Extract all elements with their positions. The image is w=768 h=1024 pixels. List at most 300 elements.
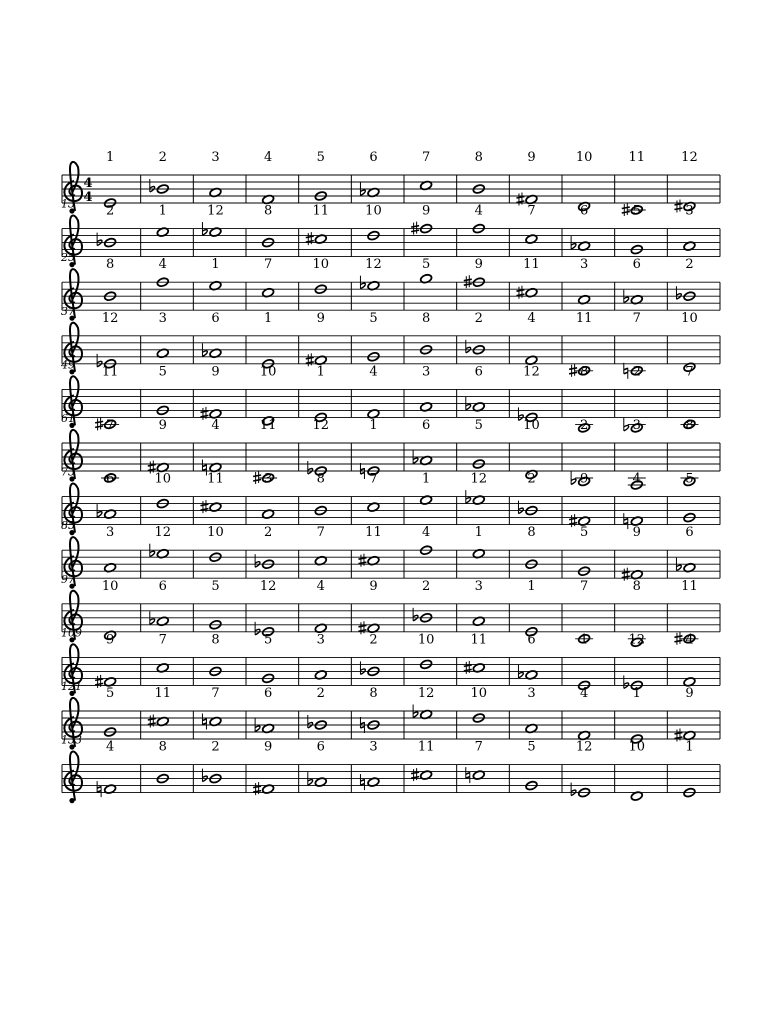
sharp-icon xyxy=(95,675,103,688)
measure xyxy=(413,418,457,471)
pitch-class-label: 2 xyxy=(421,578,431,594)
pitch-class-label: 8 xyxy=(474,150,483,165)
measure xyxy=(95,364,141,430)
pitch-class-label: 1 xyxy=(421,471,431,487)
sharp-icon xyxy=(411,768,419,781)
pitch-class-label: 7 xyxy=(474,739,483,755)
flat-icon xyxy=(466,340,471,353)
measure xyxy=(260,364,299,426)
measure xyxy=(630,204,667,257)
pitch-class-label: 6 xyxy=(685,525,694,541)
natural-icon xyxy=(202,714,206,730)
pitch-class-label: 1 xyxy=(685,739,694,755)
measure xyxy=(314,364,351,422)
measure xyxy=(622,525,668,581)
pitch-class-label: 3 xyxy=(369,739,378,755)
measure xyxy=(202,204,246,257)
natural-icon xyxy=(360,774,364,790)
measure-number: 73 xyxy=(61,465,75,479)
pitch-class-label: 11 xyxy=(207,471,224,487)
pitch-class-label: 5 xyxy=(421,257,431,273)
measure xyxy=(360,632,404,685)
measure xyxy=(156,311,193,364)
measure xyxy=(518,632,562,685)
sharp-icon xyxy=(358,621,366,634)
measure xyxy=(525,686,562,739)
sharp-icon xyxy=(358,554,366,567)
pitch-class-label: 3 xyxy=(158,310,167,326)
pitch-class-label: 7 xyxy=(369,471,378,487)
sharp-icon xyxy=(622,203,630,216)
pitch-class-label: 8 xyxy=(421,310,431,326)
measure xyxy=(360,686,404,739)
pitch-class-label: 6 xyxy=(579,203,589,219)
pitch-class-label: 2 xyxy=(579,418,589,433)
sharp-icon xyxy=(200,407,208,420)
measure xyxy=(676,525,720,578)
measure xyxy=(104,150,141,208)
pitch-class-label: 9 xyxy=(263,739,273,755)
pitch-class-label: 5 xyxy=(632,203,641,219)
flat-icon xyxy=(413,608,418,621)
measure xyxy=(418,632,457,685)
measure xyxy=(569,310,615,380)
measure-number: 25 xyxy=(61,251,75,265)
pitch-class-label: 1 xyxy=(579,632,589,648)
measure xyxy=(420,150,457,203)
measure xyxy=(472,150,509,203)
pitch-class-label: 3 xyxy=(527,686,536,701)
measure xyxy=(466,364,510,417)
sharp-icon xyxy=(306,232,314,245)
pitch-class-label: 11 xyxy=(259,418,277,433)
pitch-class-label: 6 xyxy=(211,310,220,326)
measure xyxy=(313,257,352,310)
pitch-class-label: 11 xyxy=(101,364,119,380)
pitch-class-label: 10 xyxy=(470,686,488,701)
flat-icon xyxy=(676,286,681,299)
pitch-class-label: 9 xyxy=(316,310,325,326)
pitch-class-label: 4 xyxy=(579,686,589,701)
measure xyxy=(367,311,404,364)
sharp-icon xyxy=(674,729,682,742)
pitch-class-label: 10 xyxy=(259,364,277,380)
pitch-class-label: 5 xyxy=(369,310,378,326)
pitch-class-label: 7 xyxy=(579,578,589,594)
pitch-class-label: 1 xyxy=(263,310,273,326)
measure xyxy=(314,579,351,634)
pitch-class-label: 11 xyxy=(523,257,540,273)
pitch-class-label: 2 xyxy=(211,739,220,755)
measure xyxy=(104,257,141,310)
pitch-class-label: 9 xyxy=(421,203,431,219)
measure xyxy=(360,740,404,793)
pitch-class-label: 5 xyxy=(316,150,325,165)
flat-icon xyxy=(150,179,155,192)
measure xyxy=(571,740,615,798)
sharp-icon xyxy=(464,661,472,674)
pitch-class-label: 3 xyxy=(474,578,483,594)
measure xyxy=(314,150,351,203)
flat-icon xyxy=(360,661,365,674)
flat-icon xyxy=(255,554,260,567)
measure xyxy=(681,311,720,373)
measure xyxy=(466,311,510,364)
measure xyxy=(148,686,194,739)
pitch-class-label: 2 xyxy=(527,471,536,487)
measure xyxy=(624,364,668,433)
pitch-class-label: 3 xyxy=(685,203,694,219)
pitch-class-label: 1 xyxy=(474,525,483,541)
pitch-class-label: 9 xyxy=(579,471,589,487)
measure xyxy=(420,257,457,310)
pitch-class-label: 2 xyxy=(105,203,115,219)
measure xyxy=(202,686,246,739)
measure xyxy=(676,257,720,310)
treble-clef-icon xyxy=(64,752,82,804)
measure xyxy=(683,632,720,687)
pitch-class-label: 1 xyxy=(632,686,641,701)
measure xyxy=(104,686,141,739)
natural-icon xyxy=(466,767,470,783)
pitch-class-label: 3 xyxy=(211,150,220,165)
measure xyxy=(472,525,509,578)
measure xyxy=(624,311,668,379)
pitch-class-label: 8 xyxy=(316,471,325,487)
sharp-icon xyxy=(306,353,314,366)
measure xyxy=(262,472,299,525)
measure xyxy=(367,364,404,419)
sharp-icon xyxy=(95,417,103,430)
measure xyxy=(578,632,615,690)
measure xyxy=(308,686,352,739)
pitch-class-label: 12 xyxy=(470,471,488,487)
pitch-class-label: 3 xyxy=(579,257,589,273)
pitch-class-label: 5 xyxy=(211,578,220,594)
flat-icon xyxy=(571,783,576,796)
pitch-class-label: 2 xyxy=(158,150,167,165)
measure xyxy=(674,578,720,648)
pitch-class-label: 11 xyxy=(417,739,435,755)
measure xyxy=(358,579,404,635)
measure xyxy=(516,150,562,206)
measure xyxy=(518,472,562,525)
measure xyxy=(525,579,562,637)
measure xyxy=(200,364,246,420)
pitch-class-label: 4 xyxy=(527,310,536,326)
pitch-class-label: 7 xyxy=(632,310,641,326)
pitch-class-label: 9 xyxy=(211,364,220,380)
pitch-class-label: 7 xyxy=(685,364,694,380)
measure xyxy=(262,257,299,310)
measure xyxy=(150,579,194,632)
pitch-class-label: 9 xyxy=(158,418,167,433)
pitch-class-label: 8 xyxy=(263,203,273,219)
measure xyxy=(571,418,615,487)
sharp-icon xyxy=(674,200,682,213)
pitch-class-label: 6 xyxy=(263,686,273,701)
pitch-class-label: 12 xyxy=(312,418,330,433)
measure xyxy=(630,686,667,744)
pitch-class-label: 10 xyxy=(101,578,119,594)
measure xyxy=(209,150,246,203)
pitch-class-label: 4 xyxy=(105,739,115,755)
pitch-class-label: 5 xyxy=(158,364,167,380)
measure xyxy=(629,740,668,802)
pitch-class-label: 12 xyxy=(207,203,224,219)
measure xyxy=(525,204,562,257)
measure-number: 133 xyxy=(61,733,82,747)
pitch-class-label: 11 xyxy=(575,310,593,326)
pitch-class-label: 6 xyxy=(421,418,431,433)
measure xyxy=(360,418,404,479)
pitch-class-label: 8 xyxy=(211,632,220,648)
pitch-class-label: 3 xyxy=(632,418,641,433)
measure xyxy=(525,311,562,366)
measure xyxy=(471,686,510,739)
pitch-class-label: 6 xyxy=(369,150,378,165)
measure xyxy=(360,257,404,310)
measure xyxy=(209,579,246,632)
pitch-class-label: 4 xyxy=(316,578,325,594)
pitch-class-label: 1 xyxy=(211,257,220,273)
measure xyxy=(624,632,668,690)
measure xyxy=(150,150,194,203)
pitch-class-label: 5 xyxy=(579,525,589,541)
measure xyxy=(308,418,352,476)
measure xyxy=(148,418,194,474)
measure xyxy=(571,204,615,257)
measure-number: 37 xyxy=(61,304,75,318)
measure xyxy=(97,204,141,257)
sharp-icon xyxy=(569,364,577,377)
pitch-class-label: 10 xyxy=(628,739,646,755)
measure xyxy=(413,579,457,632)
measure xyxy=(97,740,141,798)
sharp-icon xyxy=(464,275,472,288)
pitch-class-label: 3 xyxy=(105,525,115,541)
pitch-class-label: 4 xyxy=(632,471,641,487)
flat-icon xyxy=(624,675,629,688)
measure xyxy=(209,632,246,685)
measure xyxy=(466,740,510,793)
pitch-class-label: 8 xyxy=(579,364,589,380)
pitch-class-label: 4 xyxy=(369,364,378,380)
pitch-class-label: 8 xyxy=(685,418,694,433)
pitch-class-label: 8 xyxy=(632,578,641,594)
pitch-class-label: 10 xyxy=(365,203,382,219)
measure xyxy=(314,525,351,578)
pitch-class-label: 9 xyxy=(632,525,641,541)
pitch-class-label: 4 xyxy=(474,203,483,219)
pitch-class-label: 2 xyxy=(369,632,378,648)
pitch-class-label: 10 xyxy=(207,525,224,541)
measure xyxy=(308,740,352,793)
pitch-class-label: 12 xyxy=(575,739,593,755)
measure xyxy=(466,472,510,525)
measure xyxy=(314,472,351,525)
measure xyxy=(207,525,246,578)
pitch-class-label: 4 xyxy=(263,150,273,165)
pitch-class-label: 6 xyxy=(158,578,167,594)
pitch-class-label: 8 xyxy=(158,739,167,755)
measure xyxy=(578,257,615,310)
measure xyxy=(155,472,194,525)
pitch-class-label: 9 xyxy=(105,632,115,648)
measure xyxy=(411,740,457,793)
pitch-class-label: 8 xyxy=(105,257,115,273)
pitch-class-label: 5 xyxy=(474,418,483,433)
pitch-class-label: 1 xyxy=(105,150,115,165)
pitch-class-label: 2 xyxy=(632,364,641,380)
sharp-icon xyxy=(148,715,156,728)
measure xyxy=(674,686,720,742)
sharp-icon xyxy=(253,782,261,795)
measure-number: 109 xyxy=(61,626,82,640)
measure xyxy=(306,204,352,257)
measure xyxy=(306,311,352,367)
measure xyxy=(411,204,457,257)
measure xyxy=(523,418,562,480)
measure xyxy=(525,740,562,793)
pitch-class-label: 6 xyxy=(105,471,115,487)
measure xyxy=(358,525,404,578)
pitch-class-label: 11 xyxy=(154,686,172,701)
pitch-class-label: 5 xyxy=(105,686,115,701)
pitch-class-label: 10 xyxy=(417,632,435,648)
flat-icon xyxy=(308,461,313,474)
pitch-class-label: 10 xyxy=(312,257,330,273)
measure-number: 13 xyxy=(61,197,75,211)
measure xyxy=(156,257,193,310)
pitch-class-label: 4 xyxy=(421,525,431,541)
measure xyxy=(624,257,668,310)
pitch-class-label: 1 xyxy=(369,418,378,433)
pitch-class-label: 9 xyxy=(369,578,378,594)
measure xyxy=(262,311,299,369)
pitch-class-label: 3 xyxy=(263,471,273,487)
flat-icon xyxy=(255,622,260,635)
pitch-class-label: 11 xyxy=(470,632,488,648)
natural-icon xyxy=(202,460,206,476)
pitch-class-label: 5 xyxy=(685,471,694,487)
pitch-class-label: 6 xyxy=(316,739,325,755)
flat-icon xyxy=(202,769,207,782)
measure xyxy=(683,204,720,257)
measure xyxy=(156,632,193,685)
measure xyxy=(365,204,404,257)
flat-icon xyxy=(518,501,523,514)
pitch-class-label: 12 xyxy=(628,632,646,648)
measure xyxy=(578,686,615,741)
measure xyxy=(413,686,457,739)
pitch-class-label: 12 xyxy=(681,150,698,165)
measure xyxy=(102,579,141,641)
measure xyxy=(516,257,562,310)
pitch-class-label: 10 xyxy=(523,418,540,433)
pitch-class-label: 7 xyxy=(421,150,431,165)
pitch-class-label: 3 xyxy=(316,632,325,648)
measure xyxy=(367,472,404,525)
measure xyxy=(578,525,615,578)
measure xyxy=(156,740,193,793)
measure xyxy=(156,204,193,257)
pitch-class-label: 1 xyxy=(316,364,325,380)
measure xyxy=(95,632,141,688)
pitch-class-label: 7 xyxy=(211,686,220,701)
pitch-class-label: 12 xyxy=(523,364,540,380)
pitch-class-label: 10 xyxy=(154,471,172,487)
pitch-class-label: 11 xyxy=(681,578,698,594)
measure xyxy=(622,150,668,216)
pitch-class-label: 9 xyxy=(685,686,694,701)
measure xyxy=(262,632,299,685)
sharp-icon xyxy=(200,500,208,513)
measure xyxy=(262,150,299,205)
pitch-class-label: 5 xyxy=(263,632,273,648)
measure xyxy=(683,740,720,798)
measure xyxy=(200,472,246,525)
measure xyxy=(576,150,615,212)
measure xyxy=(464,257,510,310)
measure xyxy=(420,364,457,417)
pitch-class-label: 11 xyxy=(312,203,330,219)
measure xyxy=(472,204,509,257)
flat-icon xyxy=(308,715,313,728)
staff-system xyxy=(61,734,720,804)
pitch-class-label: 2 xyxy=(316,686,325,701)
measure xyxy=(202,740,246,793)
measure xyxy=(360,150,404,203)
measure-number: 61 xyxy=(61,412,75,425)
pitch-class-label: 4 xyxy=(211,418,220,433)
measure xyxy=(202,311,246,364)
pitch-class-label: 11 xyxy=(628,150,646,165)
measure xyxy=(150,525,194,578)
pitch-class-label: 12 xyxy=(259,578,277,594)
pitch-class-label: 7 xyxy=(316,525,325,541)
natural-icon xyxy=(97,781,101,797)
time-signature-numerator: 4 xyxy=(83,176,93,191)
measure xyxy=(97,472,141,525)
pitch-class-label: 12 xyxy=(417,686,435,701)
sharp-icon xyxy=(569,514,577,527)
measure xyxy=(472,579,509,632)
measure-number: 121 xyxy=(61,680,82,693)
pitch-class-label: 6 xyxy=(632,257,641,273)
pitch-class-label: 10 xyxy=(575,150,593,165)
flat-icon xyxy=(97,233,102,246)
measure-number: 85 xyxy=(61,519,75,533)
measure xyxy=(255,525,299,578)
pitch-class-label: 5 xyxy=(527,739,536,755)
pitch-class-label: 1 xyxy=(158,203,167,219)
pitch-class-label: 2 xyxy=(474,310,483,326)
measure xyxy=(518,364,562,422)
measure xyxy=(464,632,510,685)
pitch-class-label: 7 xyxy=(263,257,273,273)
sharp-icon xyxy=(253,471,261,484)
measure xyxy=(525,525,562,578)
pitch-class-label: 9 xyxy=(527,150,536,165)
measure xyxy=(202,418,246,476)
measure xyxy=(253,740,299,796)
measure-number: 97 xyxy=(61,572,75,586)
measure xyxy=(97,311,141,369)
pitch-class-label: 3 xyxy=(421,364,431,380)
measure xyxy=(209,257,246,310)
pitch-class-label: 7 xyxy=(527,203,536,219)
